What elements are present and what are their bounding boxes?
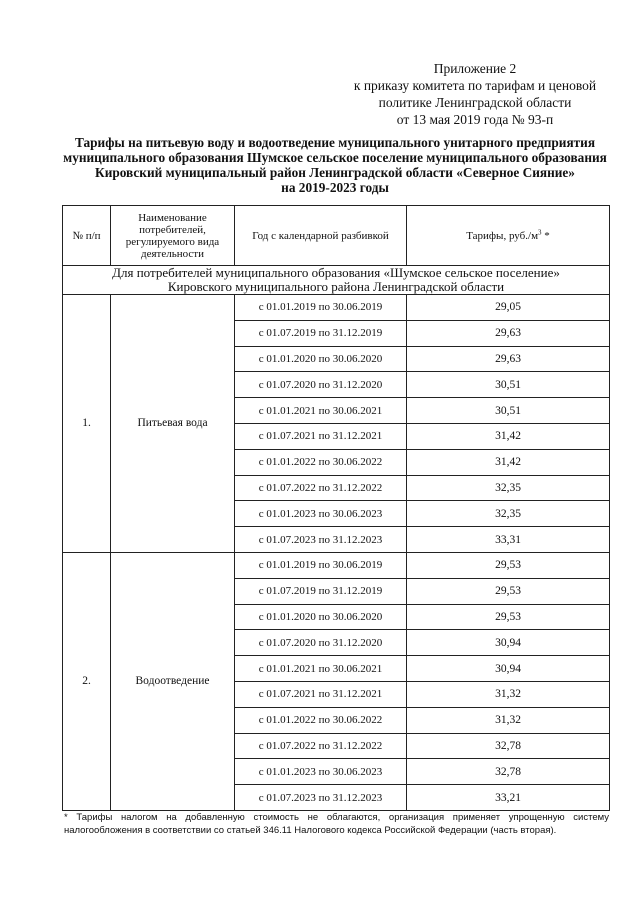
- period-cell: с 01.07.2021 по 31.12.2021: [235, 681, 407, 707]
- period-cell: с 01.07.2020 по 31.12.2020: [235, 630, 407, 656]
- appendix-committee: политике Ленинградской области: [378, 95, 572, 110]
- tariff-value-cell: 29,05: [407, 295, 610, 321]
- header-period: Год с календарной разбивкой: [235, 206, 407, 266]
- group-number: 1.: [63, 295, 111, 553]
- tariff-value-cell: 29,53: [407, 578, 610, 604]
- tariff-value-cell: 31,32: [407, 681, 610, 707]
- tariffs-table: [62, 205, 610, 811]
- appendix-order-ref: к приказу комитета по тарифам и ценовой: [353, 78, 597, 93]
- appendix-header: [340, 60, 610, 128]
- appendix-number: Приложение 2: [433, 61, 517, 76]
- header-tariff-sup: 3: [538, 227, 542, 236]
- period-cell: с 01.07.2022 по 31.12.2022: [235, 733, 407, 759]
- consumers-line-1: Для потребителей муниципального образования «Шумское сельское поселение»: [112, 265, 560, 280]
- tariff-value-cell: 30,94: [407, 630, 610, 656]
- header-tariff: [407, 206, 610, 266]
- table-row: [63, 552, 610, 578]
- period-cell: с 01.07.2023 по 31.12.2023: [235, 527, 407, 553]
- consumers-line-2: Кировского муниципального района Ленинградской области: [167, 279, 505, 294]
- period-cell: с 01.01.2021 по 30.06.2021: [235, 398, 407, 424]
- tariff-value-cell: 33,21: [407, 785, 610, 811]
- tariff-value-cell: 32,35: [407, 501, 610, 527]
- period-cell: с 01.07.2019 по 31.12.2019: [235, 578, 407, 604]
- tariff-value-cell: 29,63: [407, 320, 610, 346]
- tariff-value-cell: 29,53: [407, 604, 610, 630]
- tariff-value-cell: 30,51: [407, 372, 610, 398]
- consumers-row: [63, 266, 610, 295]
- period-cell: с 01.07.2022 по 31.12.2022: [235, 475, 407, 501]
- table-row: [63, 295, 610, 321]
- consumers-cell: [63, 266, 610, 295]
- tariff-value-cell: 30,94: [407, 656, 610, 682]
- title-line-4: на 2019-2023 годы: [281, 180, 389, 195]
- header-name: Наименование потребителей, регулируемого вида деятельности: [111, 206, 235, 266]
- period-cell: с 01.01.2019 по 30.06.2019: [235, 295, 407, 321]
- header-tariff-label: Тарифы, руб./м: [466, 229, 539, 242]
- period-cell: с 01.07.2019 по 31.12.2019: [235, 320, 407, 346]
- period-cell: с 01.01.2019 по 30.06.2019: [235, 552, 407, 578]
- period-cell: с 01.07.2020 по 31.12.2020: [235, 372, 407, 398]
- period-cell: с 01.01.2023 по 30.06.2023: [235, 501, 407, 527]
- period-cell: с 01.01.2020 по 30.06.2020: [235, 604, 407, 630]
- tariff-value-cell: 29,53: [407, 552, 610, 578]
- title-line-3: Кировский муниципальный район Ленинградской области «Северное Сияние»: [95, 165, 575, 180]
- tariff-value-cell: 31,42: [407, 449, 610, 475]
- document-title: [56, 135, 614, 195]
- tariff-value-cell: 31,42: [407, 423, 610, 449]
- tariff-value-cell: 32,35: [407, 475, 610, 501]
- title-line-2: муниципального образования Шумское сельское поселение муниципального образования: [63, 150, 607, 165]
- tariff-value-cell: 32,78: [407, 733, 610, 759]
- group-number: 2.: [63, 552, 111, 810]
- group-name: Водоотведение: [111, 552, 235, 810]
- appendix-order-date: от 13 мая 2019 года № 93-п: [396, 112, 554, 127]
- tariff-value-cell: 30,51: [407, 398, 610, 424]
- tariff-value-cell: 29,63: [407, 346, 610, 372]
- period-cell: с 01.01.2022 по 30.06.2022: [235, 449, 407, 475]
- tariff-value-cell: 31,32: [407, 707, 610, 733]
- group-name: Питьевая вода: [111, 295, 235, 553]
- period-cell: с 01.07.2023 по 31.12.2023: [235, 785, 407, 811]
- tariff-value-cell: 33,31: [407, 527, 610, 553]
- footnote: * Тарифы налогом на добавленную стоимость не облагаются, организация применяет упрощенную систему налогообложения в соответствии со статьей 346.11 Налогового кодекса Российской Федерации (часть вторая).: [64, 812, 609, 836]
- period-cell: с 01.07.2021 по 31.12.2021: [235, 423, 407, 449]
- tariff-value-cell: 32,78: [407, 759, 610, 785]
- title-line-1: Тарифы на питьевую воду и водоотведение муниципального унитарного предприятия: [74, 135, 596, 150]
- period-cell: с 01.01.2020 по 30.06.2020: [235, 346, 407, 372]
- table-header-row: [63, 206, 610, 266]
- header-num: № п/п: [63, 206, 111, 266]
- header-tariff-suffix: *: [541, 229, 550, 242]
- period-cell: с 01.01.2023 по 30.06.2023: [235, 759, 407, 785]
- period-cell: с 01.01.2022 по 30.06.2022: [235, 707, 407, 733]
- period-cell: с 01.01.2021 по 30.06.2021: [235, 656, 407, 682]
